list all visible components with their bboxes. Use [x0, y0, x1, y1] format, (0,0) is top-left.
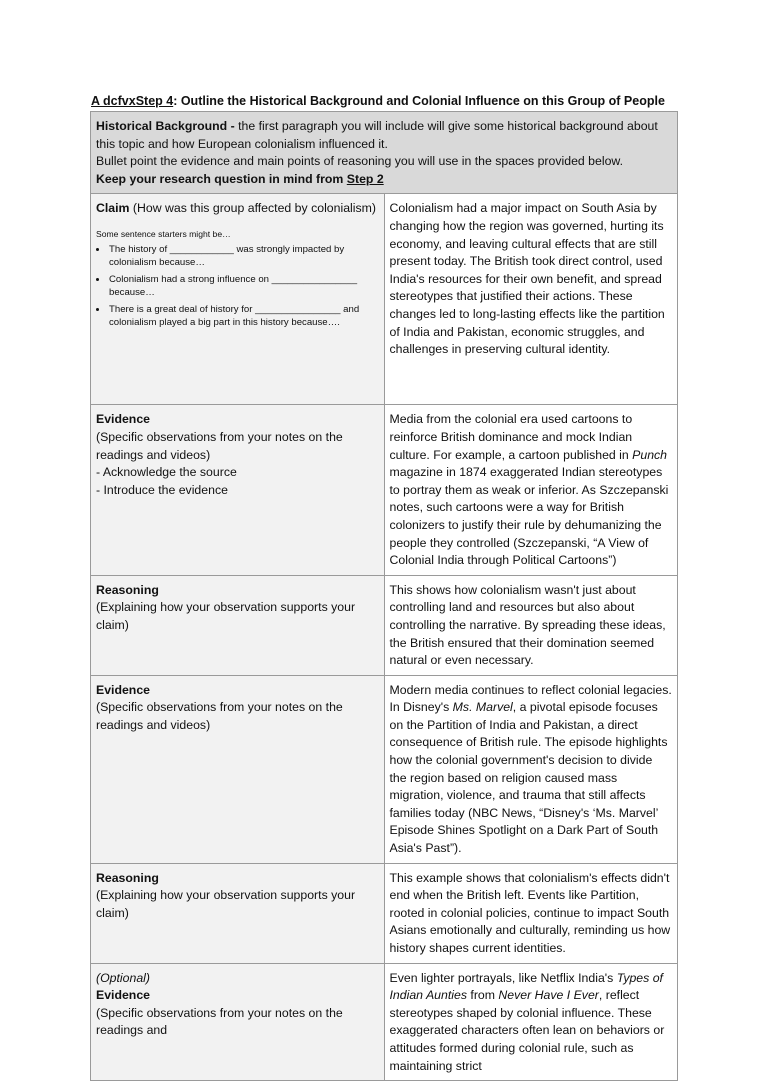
evidence-answer-text: from: [466, 988, 499, 1003]
page-title: [91, 94, 665, 108]
starter-item: • Colonialism had a strong influence on ________________ because…: [108, 274, 379, 299]
outline-table: [90, 111, 678, 1081]
reasoning-answer-cell-1[interactable]: [384, 575, 678, 675]
background-text-2: Bullet point the evidence and main points of reasoning you will use in the spaces provided below.: [96, 154, 624, 169]
evidence-description: (Specific observations from your notes on the readings and videos): [96, 429, 343, 462]
evidence-prompt-cell-3: [91, 963, 385, 1081]
background-text-1: the first paragraph you will include will give some historical background about this topic and how European colonialism influenced it.: [96, 119, 658, 151]
evidence-row-1: [91, 405, 678, 575]
evidence-row-3: [91, 963, 678, 1081]
evidence-row-2: [91, 675, 678, 863]
reasoning-prompt-cell-2: [91, 863, 385, 963]
evidence-answer-text: Even lighter portrayals, like Netflix India's: [389, 970, 617, 985]
starters-title: Some sentence starters might be…: [96, 228, 231, 239]
title-step-label: A dcfvxStep 4: [91, 94, 174, 108]
claim-answer: Colonialism had a major impact on South Asia by changing how the region was governed, hurting its economy, and leaving cultural effects that are still present today. The British took direct control, used India's resources for their own benefit, and spread stereotypes that justified their actions. These changes led to long-lasting effects like the partition of India and Pakistan, economic struggles, and challenges in preserving cultural identity.: [389, 201, 665, 357]
evidence-step-introduce: - Introduce the evidence: [96, 482, 228, 497]
evidence-answer-text: magazine in 1874 exaggerated Indian stereotypes to portray them as weak or inferior. As Szczepanski notes, such cartoons were a way for British colonizers to justify their rule by dehumanizing the people they controlled (Szczepanski, “A View of Colonial India through Political Cartoons”): [389, 465, 669, 568]
starter-item: • There is a great deal of history for ________________ and colonialism played a big part in this history because….: [108, 304, 379, 329]
evidence-step-acknowledge: - Acknowledge the source: [96, 465, 237, 480]
evidence-answer-cell-2[interactable]: [384, 675, 678, 863]
reasoning-label: Reasoning: [96, 582, 159, 597]
evidence-description: (Specific observations from your notes on the readings and: [96, 1005, 343, 1038]
evidence-prompt-cell-1: [91, 405, 385, 575]
evidence-answer-italic: Punch: [632, 447, 668, 462]
reasoning-answer: This example shows that colonialism's effects didn't end when the British left. Events like Partition, rooted in colonial policies, continue to impact South Asians emotionally and culturally, reminding us how history shapes current identities.: [389, 870, 671, 955]
title-text: : Outline the Historical Background and Colonial Influence on this Group of People: [173, 94, 665, 108]
evidence-answer-italic: Ms. Marvel: [452, 700, 513, 715]
claim-label: Claim: [96, 201, 130, 216]
evidence-label: Evidence: [96, 412, 150, 427]
starter-item: • The history of ____________ was strongly impacted by colonialism because…: [108, 244, 379, 269]
evidence-prompt-cell-2: [91, 675, 385, 863]
claim-prompt-cell: [91, 194, 385, 405]
evidence-answer-text: Modern media continues to reflect colonial legacies. In Disney's: [389, 682, 672, 715]
reasoning-row-2: [91, 863, 678, 963]
evidence-description: (Specific observations from your notes on the readings and videos): [96, 700, 343, 732]
background-keep-text: Keep your research question in mind from: [96, 171, 347, 186]
evidence-answer-text: Media from the colonial era used cartoons to reinforce British dominance and mock Indian culture. For example, a cartoon published in: [389, 412, 633, 462]
reasoning-prompt-cell-1: [91, 575, 385, 675]
evidence-answer-cell-1[interactable]: [384, 405, 678, 575]
evidence-label: Evidence: [96, 682, 150, 697]
claim-row: [91, 194, 678, 405]
claim-prompt: [96, 200, 379, 218]
reasoning-description: (Explaining how your observation supports your claim): [96, 888, 356, 920]
evidence-label: Evidence: [96, 988, 150, 1003]
claim-label-rest: (How was this group affected by colonialism): [129, 201, 377, 216]
evidence-answer-italic: Types of Indian Aunties: [389, 970, 663, 1003]
evidence-answer-cell-3[interactable]: [384, 963, 678, 1081]
reasoning-label: Reasoning: [96, 870, 159, 885]
optional-label: (Optional): [96, 970, 150, 985]
evidence-answer-text: , a pivotal episode focuses on the Partition of India and Pakistan, a direct consequence of British rule. The episode highlights how the colonial government's decision to divide the region based on religion caused mass migration, violence, and trauma that still affects families today (NBC News, “Disney's ‘Ms. Marvel’ Episode Shines Spotlight on a Dark Part of South Asia's Past”).: [389, 700, 668, 856]
reasoning-row-1: [91, 575, 678, 675]
reasoning-answer: This shows how colonialism wasn't just about controlling land and resources but also about controlling the narrative. By spreading these ideas, the British ensured that their domination seemed natural or even necessary.: [389, 582, 666, 668]
evidence-answer-italic: Never Have I Ever: [498, 988, 599, 1003]
step-2-link[interactable]: Step 2: [346, 171, 384, 186]
reasoning-answer-cell-2[interactable]: [384, 863, 678, 963]
starters-list: [96, 244, 379, 330]
background-label: Historical Background -: [96, 119, 239, 133]
claim-answer-cell[interactable]: [384, 194, 678, 405]
evidence-answer-text: , reflect stereotypes shaped by colonial influence. These exaggerated characters often lean on behaviors or attitudes formed during colonial rule, such as maintaining strict: [389, 988, 665, 1073]
background-cell: [91, 112, 678, 194]
background-row: [91, 112, 678, 194]
reasoning-description: (Explaining how your observation supports your claim): [96, 600, 356, 632]
